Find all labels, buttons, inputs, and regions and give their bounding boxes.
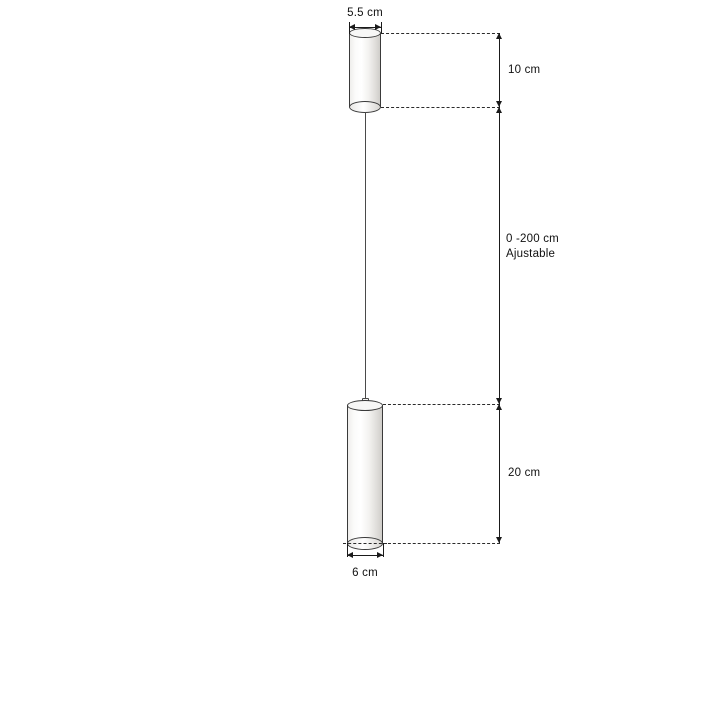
- top-cylinder-canopy: [349, 33, 381, 107]
- suspension-cable: [365, 112, 366, 403]
- shade-height-arrow-up: [496, 404, 502, 410]
- shade-width-leader: [343, 543, 387, 544]
- adjustable-range-label: 0 -200 cm: [506, 233, 559, 245]
- shade-height-arrow-down: [496, 537, 502, 543]
- adjustable-arrow-up: [496, 107, 502, 113]
- top-width-arrow-right: [375, 24, 381, 30]
- top-width-label: 5.5 cm: [347, 7, 383, 19]
- adjustable-word-label: Ajustable: [506, 248, 556, 260]
- shade-top-leader: [383, 404, 500, 405]
- top-height-arrow-up: [496, 33, 502, 39]
- top-height-label: 10 cm: [508, 64, 541, 76]
- shade-width-arrow-right: [377, 552, 383, 558]
- bottom-cylinder-top-cap: [347, 400, 383, 411]
- canopy-top-leader: [381, 33, 500, 34]
- shade-bottom-leader: [383, 543, 500, 544]
- bottom-cylinder-shade: [347, 405, 383, 543]
- canopy-bottom-leader: [381, 107, 500, 108]
- shade-height-label: 20 cm: [508, 467, 541, 479]
- shade-width-label: 6 cm: [352, 567, 378, 579]
- top-width-arrow-left: [349, 24, 355, 30]
- shade-width-ext-right: [383, 543, 384, 557]
- shade-height-dimension-line: [499, 404, 500, 543]
- top-height-dimension-line: [499, 33, 500, 107]
- adjustable-dimension-line: [499, 107, 500, 404]
- shade-width-arrow-left: [347, 552, 353, 558]
